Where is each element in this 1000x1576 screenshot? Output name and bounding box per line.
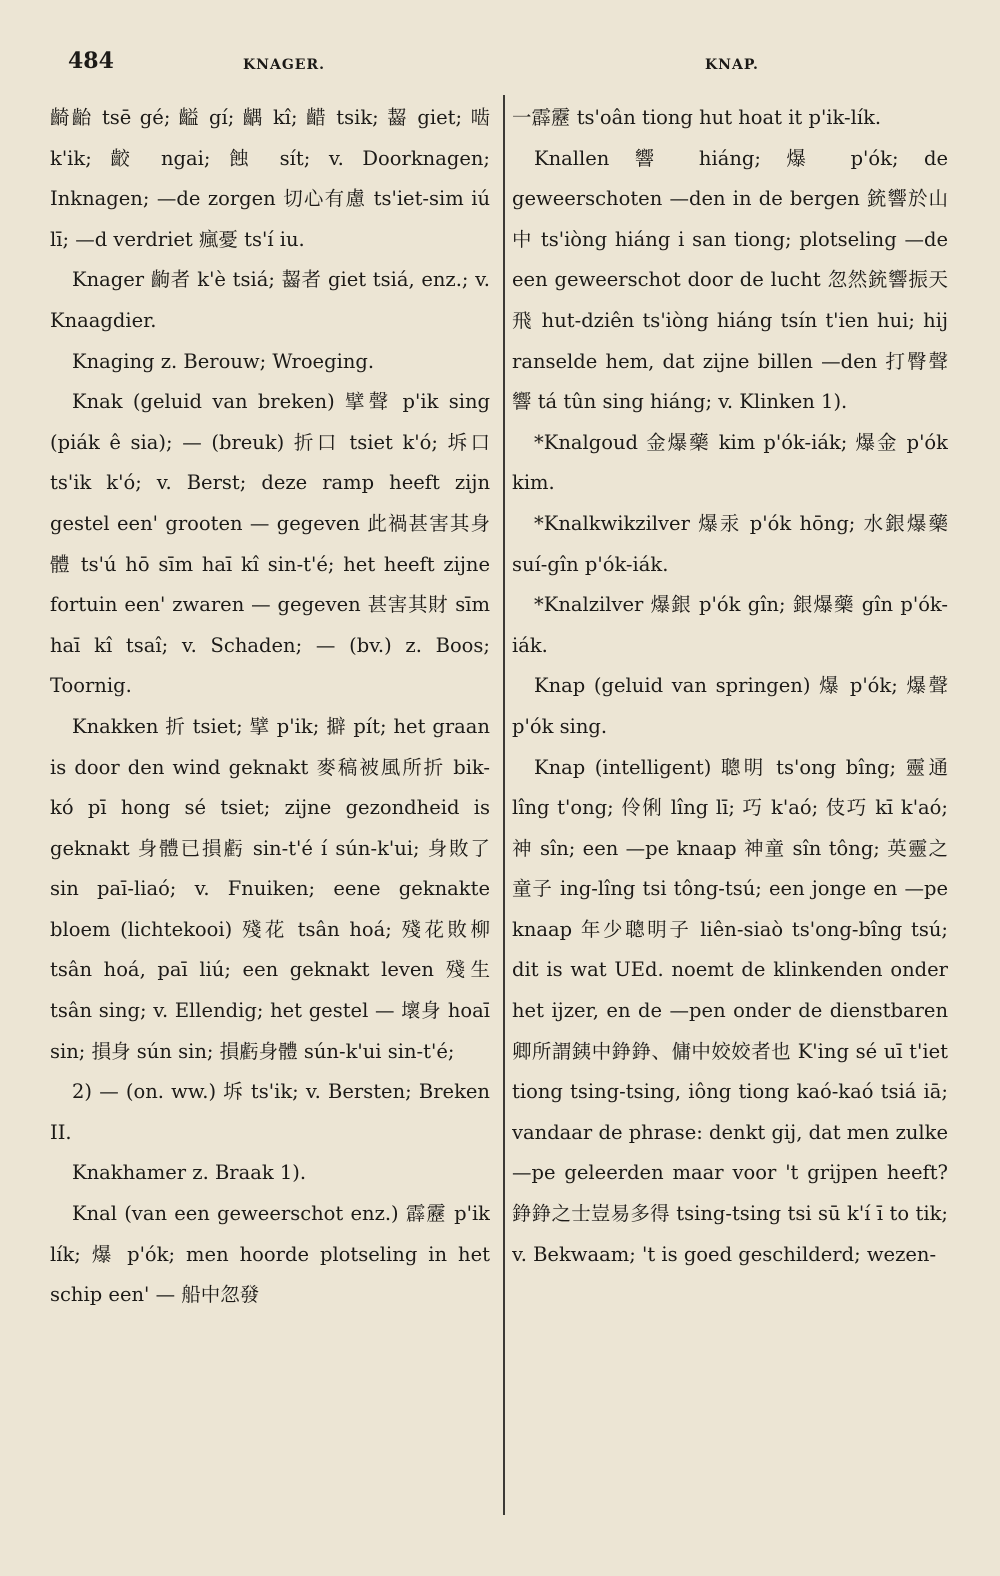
page-header	[0, 0, 1000, 90]
page-number: 484	[68, 48, 114, 74]
dictionary-entry: Knap (intelligent) 聰明 ts'ong bîng; 靈通 lîng t'ong; 伶俐 lîng lī; 巧 k'aó; 伎巧 kī k'aó; 神 sîn; een —pe knaap 神童 sîn tông; 英靈之童子 ing-lîng tsi tông-tsú; een jonge en —pe knaap 年少聰明子 liên-siaò ts'ong-bîng tsú; dit is wat UEd. noemt de klinkenden onder het ijzer, en de —pen onder de dienstbaren 卿所謂銕中錚錚、傭中姣姣者也 K'ing sé uī t'iet tiong tsing-tsing, iông tiong kaó-kaó tsiá iā; vandaar de phrase: denkt gij, dat men zulke —pe geleerden maar voor 't grijpen heeft? 錚錚之士豈易多得 tsing-tsing tsi sū k'í ī to tik; v. Bekwaam; 't is goed geschilderd; wezen-	[512, 755, 948, 1266]
right-column	[512, 98, 948, 1568]
dictionary-entry: 齮齝 tsē gé; 齸 gí; 齵 kî; 齰 tsik; 齧 giet; 啮 k'ik; 齩 ngai; 蝕 sít; v. Doorknagen; Inknagen; —de zorgen 切心有慮 ts'iet-sim iú lī; —d verdriet 瘋憂 ts'í iu.	[50, 106, 490, 251]
dictionary-entry: 2) — (on. ww.) 坼 ts'ik; v. Bersten; Breken II.	[50, 1080, 490, 1144]
dictionary-entry: *Knalgoud 金爆藥 kim p'ók-iák; 爆金 p'ók kim.	[512, 430, 948, 495]
dictionary-entry: 一霹靂 ts'oân tiong hut hoat it p'ik-lík.	[512, 106, 882, 129]
left-column	[50, 98, 490, 1568]
dictionary-entry: *Knalkwikzilver 爆汞 p'ók hōng; 水銀爆藥 suí-gîn p'ók-iák.	[512, 511, 948, 576]
dictionary-entry: Knakken 折 tsiet; 擘 p'ik; 擗 pít; het graan is door den wind geknakt 麥稿被風所折 bik-kó pī hong sé tsiet; zijne gezondheid is geknakt 身體已損虧 sin-t'é í sún-k'ui; 身敗了 sin paī-liaó; v. Fnuiken; eene geknakte bloem (lichtekooi) 殘花 tsân hoá; 殘花敗柳 tsân hoá, paī liú; een geknakt leven 殘生 tsân sing; v. Ellendig; het gestel — 壞身 hoaī sin; 損身 sún sin; 損虧身體 sún-k'ui sin-t'é;	[50, 714, 490, 1063]
dictionary-entry: *Knalzilver 爆銀 p'ók gîn; 銀爆藥 gîn p'ók-iák.	[512, 593, 948, 657]
dictionary-entry: Knap (geluid van springen) 爆 p'ók; 爆聲 p'ók sing.	[512, 674, 948, 738]
right-running-head: KNAP.	[705, 57, 759, 73]
dictionary-entry: Knager 齣者 k'è tsiá; 齧者 giet tsiá, enz.; v. Knaagdier.	[50, 268, 490, 332]
dictionary-entry: Knak (geluid van breken) 擘聲 p'ik sing (piák ê sia); — (breuk) 折口 tsiet k'ó; 坼口 ts'ik k'ó; v. Berst; deze ramp heeft zijn gestel een' grooten — gegeven 此禍甚害其身體 ts'ú hō sīm haī kî sin-t'é; het heeft zijne fortuin een' zwaren — gegeven 甚害其財 sīm haī kî tsaî; v. Schaden; — (bv.) z. Boos; Toornig.	[50, 390, 490, 698]
column-divider	[503, 95, 505, 1515]
dictionary-entry: Knallen 響 hiáng; 爆 p'ók; de geweerschoten —den in de bergen 銃響於山中 ts'iòng hiáng i san tiong; plotseling —de een geweerschot door de lucht 忽然銃響振天飛 hut-dziên ts'iòng hiáng tsín t'ien hui; hij ranselde hem, dat zijne billen —den 打臀聲響 tá tûn sing hiáng; v. Klinken 1).	[512, 146, 948, 414]
dictionary-entry: Knaging z. Berouw; Wroeging.	[72, 349, 375, 373]
dictionary-entry: Knal (van een geweerschot enz.) 霹靂 p'ik lík; 爆 p'ók; men hoorde plotseling in het schip een' — 船中忽發	[50, 1202, 490, 1307]
left-running-head: KNAGER.	[243, 57, 325, 73]
dictionary-entry: Knakhamer z. Braak 1).	[72, 1161, 307, 1185]
